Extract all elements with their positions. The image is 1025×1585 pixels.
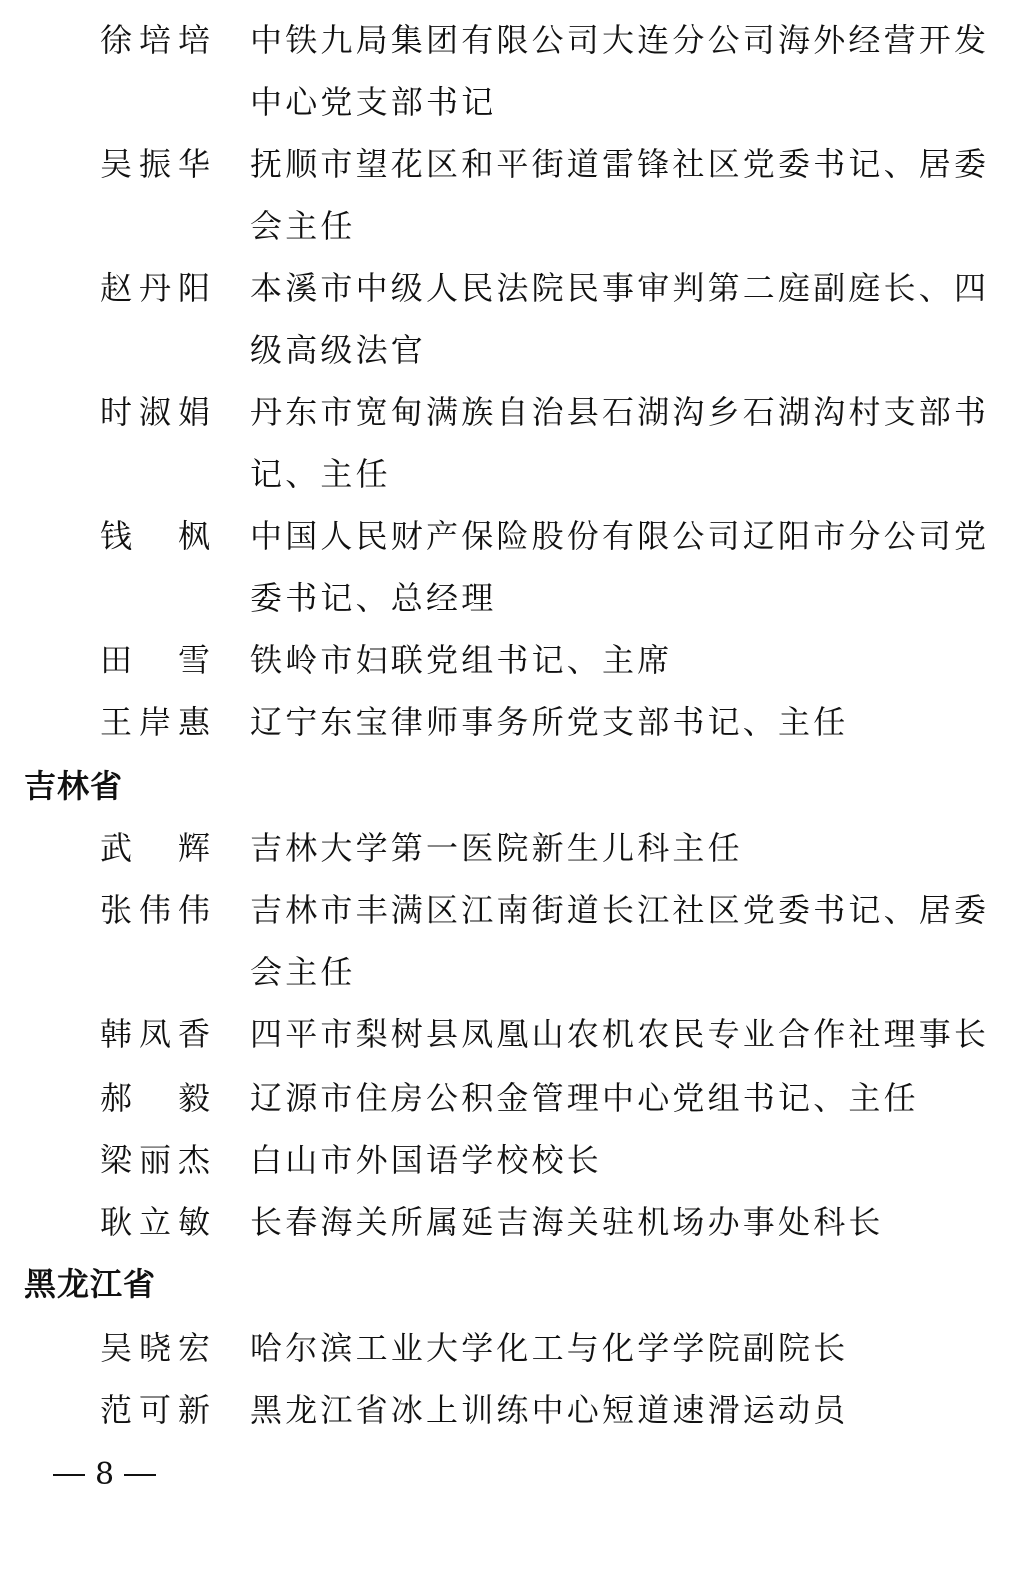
person-name: 吴晓宏 xyxy=(100,1329,210,1367)
page-number: 8 xyxy=(95,1457,115,1492)
person-title: 四平市梨树县凤凰山农机农民专业合作社理事长 xyxy=(250,1015,990,1053)
person-title: 铁岭市妇联党组书记、主席 xyxy=(250,641,673,679)
province-heading-heilongjiang: 黑龙江省 xyxy=(24,1265,157,1303)
person-title: 辽源市住房公积金管理中心党组书记、主任 xyxy=(250,1079,919,1117)
person-name: 韩凤香 xyxy=(100,1015,210,1053)
person-name: 田雪 xyxy=(100,641,210,679)
person-title: 白山市外国语学校校长 xyxy=(250,1141,603,1179)
person-title: 中国人民财产保险股份有限公司辽阳市分公司党委书记、总经理 xyxy=(250,517,990,617)
province-heading-jilin: 吉林省 xyxy=(24,767,124,805)
person-name: 时淑娟 xyxy=(100,393,210,431)
person-title: 本溪市中级人民法院民事审判第二庭副庭长、四级高级法官 xyxy=(250,269,990,369)
person-name: 赵丹阳 xyxy=(100,269,210,307)
person-name: 耿立敏 xyxy=(100,1203,210,1241)
page-footer xyxy=(53,1455,156,1495)
person-title: 辽宁东宝律师事务所党支部书记、主任 xyxy=(250,703,849,741)
person-name: 吴振华 xyxy=(100,145,210,183)
person-name: 王岸惠 xyxy=(100,703,210,741)
person-title: 长春海关所属延吉海关驻机场办事处科长 xyxy=(250,1203,884,1241)
person-title: 吉林市丰满区江南街道长江社区党委书记、居委会主任 xyxy=(250,891,990,991)
person-title: 黑龙江省冰上训练中心短道速滑运动员 xyxy=(250,1391,849,1429)
dash-right xyxy=(124,1474,156,1476)
person-title: 哈尔滨工业大学化工与化学学院副院长 xyxy=(250,1329,849,1367)
person-name: 郝毅 xyxy=(100,1079,210,1117)
person-name: 范可新 xyxy=(100,1391,210,1429)
person-name: 张伟伟 xyxy=(100,891,210,929)
person-title: 抚顺市望花区和平街道雷锋社区党委书记、居委会主任 xyxy=(250,145,990,245)
person-name: 钱枫 xyxy=(100,517,210,555)
person-title: 中铁九局集团有限公司大连分公司海外经营开发中心党支部书记 xyxy=(250,21,990,121)
person-name: 徐培培 xyxy=(100,21,210,59)
person-title: 丹东市宽甸满族自治县石湖沟乡石湖沟村支部书记、主任 xyxy=(250,393,990,493)
person-title: 吉林大学第一医院新生儿科主任 xyxy=(250,829,743,867)
dash-left xyxy=(53,1474,85,1476)
person-name: 梁丽杰 xyxy=(100,1141,210,1179)
person-name: 武辉 xyxy=(100,829,210,867)
